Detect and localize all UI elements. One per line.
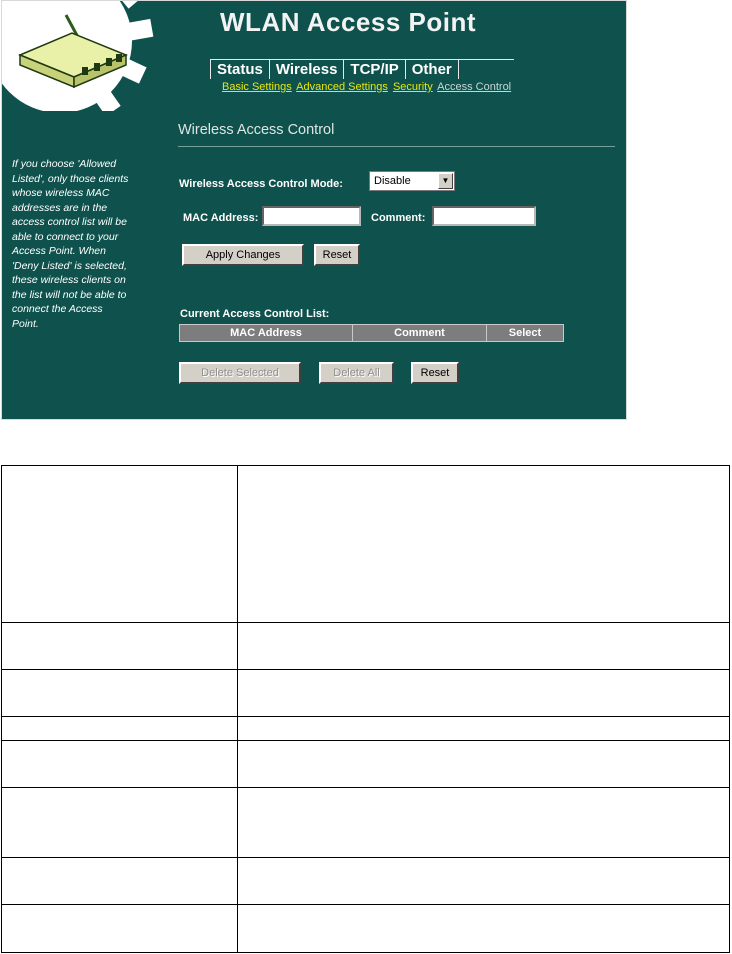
router-admin-panel — [1, 0, 627, 420]
mode-label: Wireless Access Control Mode: — [179, 178, 343, 190]
access-control-table — [179, 324, 564, 342]
subnav-security[interactable]: Security — [392, 81, 433, 93]
tab-wireless[interactable]: Wireless — [269, 59, 344, 79]
tab-other[interactable]: Other — [405, 59, 459, 79]
tab-tcpip[interactable]: TCP/IP — [343, 59, 404, 79]
comment-label: Comment: — [371, 212, 426, 224]
subnav-basic-settings[interactable]: Basic Settings — [222, 81, 292, 93]
table-row — [2, 905, 730, 953]
table-row — [2, 788, 730, 858]
tab-status[interactable]: Status — [210, 59, 269, 79]
subnav-advanced-settings[interactable]: Advanced Settings — [296, 81, 388, 93]
table-row — [2, 670, 730, 717]
access-list-label: Current Access Control List: — [180, 308, 330, 320]
apply-changes-button[interactable]: Apply Changes — [182, 244, 304, 266]
mode-select-value: Disable — [374, 175, 411, 187]
wireless-subnav — [222, 81, 513, 93]
access-control-mode-select[interactable] — [369, 171, 455, 191]
table-row — [2, 623, 730, 670]
delete-selected-button[interactable]: Delete Selected — [179, 362, 301, 384]
table-header-row — [180, 325, 564, 342]
column-mac-address: MAC Address — [180, 325, 353, 342]
reset-button[interactable]: Reset — [314, 244, 360, 266]
table-row — [2, 858, 730, 905]
mac-address-input[interactable] — [262, 206, 361, 226]
app-title: WLAN Access Point — [220, 7, 477, 37]
description-table — [1, 465, 730, 953]
mac-address-label: MAC Address: — [183, 212, 259, 224]
page-title: Wireless Access Control — [178, 122, 335, 138]
comment-input[interactable] — [432, 206, 536, 226]
delete-all-button[interactable]: Delete All — [319, 362, 394, 384]
main-tab-bar — [210, 59, 459, 79]
column-select: Select — [487, 325, 564, 342]
help-text: If you choose 'Allowed Listed', only those clients whose wireless MAC addresses are in the access control list will be able to connect to your Access Point. When 'Deny Listed' is selected, these wireless clients on the list will not be able to connect the Access Point. — [12, 158, 129, 330]
table-row — [2, 741, 730, 788]
table-row — [2, 717, 730, 741]
column-comment: Comment — [353, 325, 487, 342]
title-divider — [178, 146, 615, 147]
table-row — [2, 466, 730, 623]
router-icon — [16, 11, 128, 91]
chevron-down-icon[interactable]: ▼ — [438, 173, 453, 189]
reset-list-button[interactable]: Reset — [411, 362, 459, 384]
subnav-access-control[interactable]: Access Control — [437, 81, 512, 93]
